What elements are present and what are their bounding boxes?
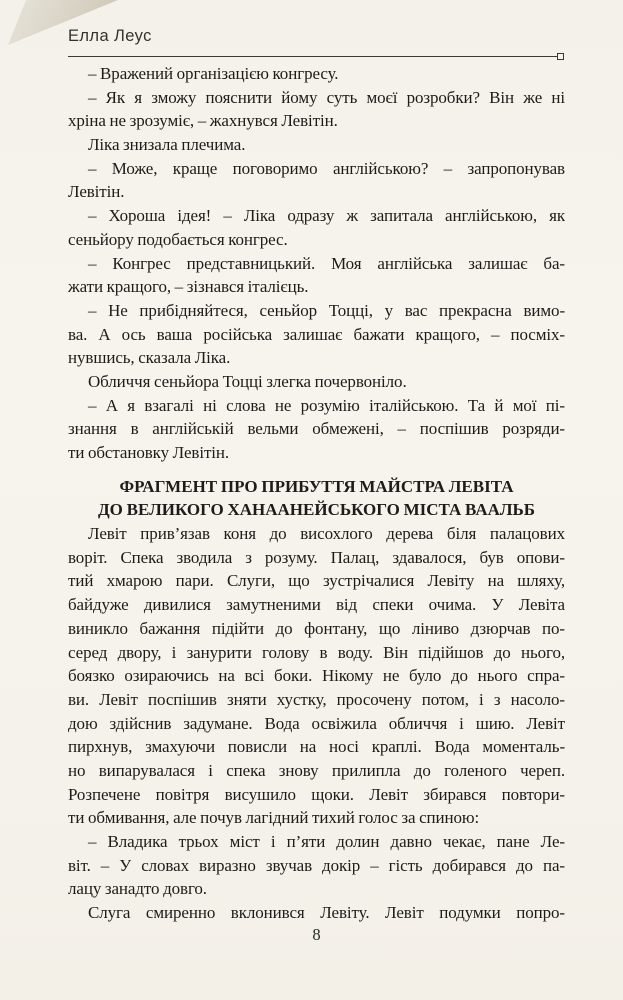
text-line: – Хороша ідея! – Ліка одразу ж запитала англійською, як bbox=[88, 206, 565, 226]
running-header: Елла Леус bbox=[68, 27, 152, 45]
text-line: боязко озираючись на всі боки. Нікому не було до нього спра- bbox=[68, 666, 565, 686]
paragraph bbox=[68, 204, 565, 251]
text-line: но випарувалася і спека знову прилипла до голеного череп. bbox=[68, 760, 565, 780]
text-line: ви. Левіт поспішив зняти хустку, просочену потом, і з насоло- bbox=[68, 689, 565, 709]
text-line: – Вражений організацією конгресу. bbox=[88, 64, 339, 83]
paragraph bbox=[68, 62, 565, 86]
text-line: тий хмарою пари. Слуги, що зустрічалися Левіту на шляху, bbox=[68, 571, 565, 591]
text-line: дою здійснив задумане. Вода освіжила обличчя і шию. Левіт bbox=[68, 713, 565, 733]
paragraph bbox=[68, 370, 565, 394]
text-line: Левіт прив’язав коня до висохлого дерева біля палацових bbox=[88, 524, 565, 544]
text-line: Левітін. bbox=[68, 182, 125, 202]
text-line: воріт. Спека зводила з розуму. Палац, здавалося, був опови- bbox=[68, 547, 565, 567]
text-line: виникло бажання підійти до фонтану, що ліниво дзюрчав по- bbox=[68, 618, 565, 638]
paragraph bbox=[68, 86, 565, 133]
paragraph bbox=[68, 252, 565, 299]
text-line: Ліка знизала плечима. bbox=[88, 135, 246, 155]
text-line: ти обстановку Левітін. bbox=[68, 443, 230, 462]
paragraph bbox=[68, 394, 565, 465]
text-line: знання в англійській вельми обмежені, – поспішив розряди- bbox=[68, 419, 565, 439]
heading-line: ДО ВЕЛИКОГО ХАНААНЕЙСЬКОГО МІСТА ВААЛЬБ bbox=[97, 500, 536, 520]
header-rule-divider bbox=[68, 56, 559, 57]
paragraph bbox=[68, 157, 565, 204]
paragraph bbox=[68, 133, 565, 157]
page-number: 8 bbox=[312, 925, 321, 944]
section-heading bbox=[68, 475, 565, 522]
paragraph bbox=[68, 522, 565, 830]
paragraph bbox=[68, 901, 565, 925]
text-line: – Як я зможу пояснити йому суть моєї розробки? Він же ні bbox=[88, 87, 565, 107]
text-line: сеньйору подобається конгрес. bbox=[68, 229, 288, 249]
text-column bbox=[68, 62, 565, 925]
text-line: байдуже дивилися замутненими від спеки очима. У Левіта bbox=[68, 595, 565, 615]
text-line: нувшись, сказала Ліка. bbox=[68, 348, 231, 368]
text-line: лацу занадто довго. bbox=[68, 879, 207, 899]
text-line: Слуга смиренно вклонився Левіту. Левіт подумки попро- bbox=[88, 903, 565, 923]
text-line: жати кращого, – зізнався італієць. bbox=[68, 277, 309, 297]
paragraph bbox=[68, 830, 565, 901]
text-line: пирхнув, змахуючи повисли на носі краплі. Вода моменталь- bbox=[68, 737, 565, 757]
text-line: – Не прибідняйтеся, сеньйор Тоцці, у вас прекрасна вимо- bbox=[88, 300, 565, 320]
text-line: – А я взагалі ні слова не розумію італійською. Та й мої пі- bbox=[88, 395, 565, 415]
text-line: Розпечене повітря висушило щоки. Левіт збирався повтори- bbox=[68, 784, 565, 804]
text-line: серед двору, і занурити голову в воду. Він підійшов до нього, bbox=[68, 642, 565, 662]
paragraph bbox=[68, 299, 565, 370]
text-line: – Конгрес представницький. Моя англійська залишає ба- bbox=[88, 253, 565, 273]
text-line: хріна не зрозуміє, – жахнувся Левітін. bbox=[68, 111, 338, 131]
header-rule-endcap-square bbox=[557, 53, 564, 60]
text-line: – Владика трьох міст і п’яти долин давно чекає, пане Ле- bbox=[88, 832, 565, 851]
text-line: ти обмивання, але почув лагідний тихий голос за спиною: bbox=[68, 808, 480, 828]
text-line: ва. А ось ваша російська залишає бажати кращого, – посміх- bbox=[68, 324, 565, 344]
text-line: Обличчя сеньйора Тоцці злегка почервоніло. bbox=[88, 371, 407, 391]
text-line: – Може, краще поговоримо англійською? – запропонував bbox=[88, 158, 565, 178]
text-line: віт. – У словах виразно звучав докір – гість добирався до па- bbox=[68, 855, 565, 875]
heading-line: ФРАГМЕНТ ПРО ПРИБУТТЯ МАЙСТРА ЛЕВІТА bbox=[119, 476, 514, 496]
